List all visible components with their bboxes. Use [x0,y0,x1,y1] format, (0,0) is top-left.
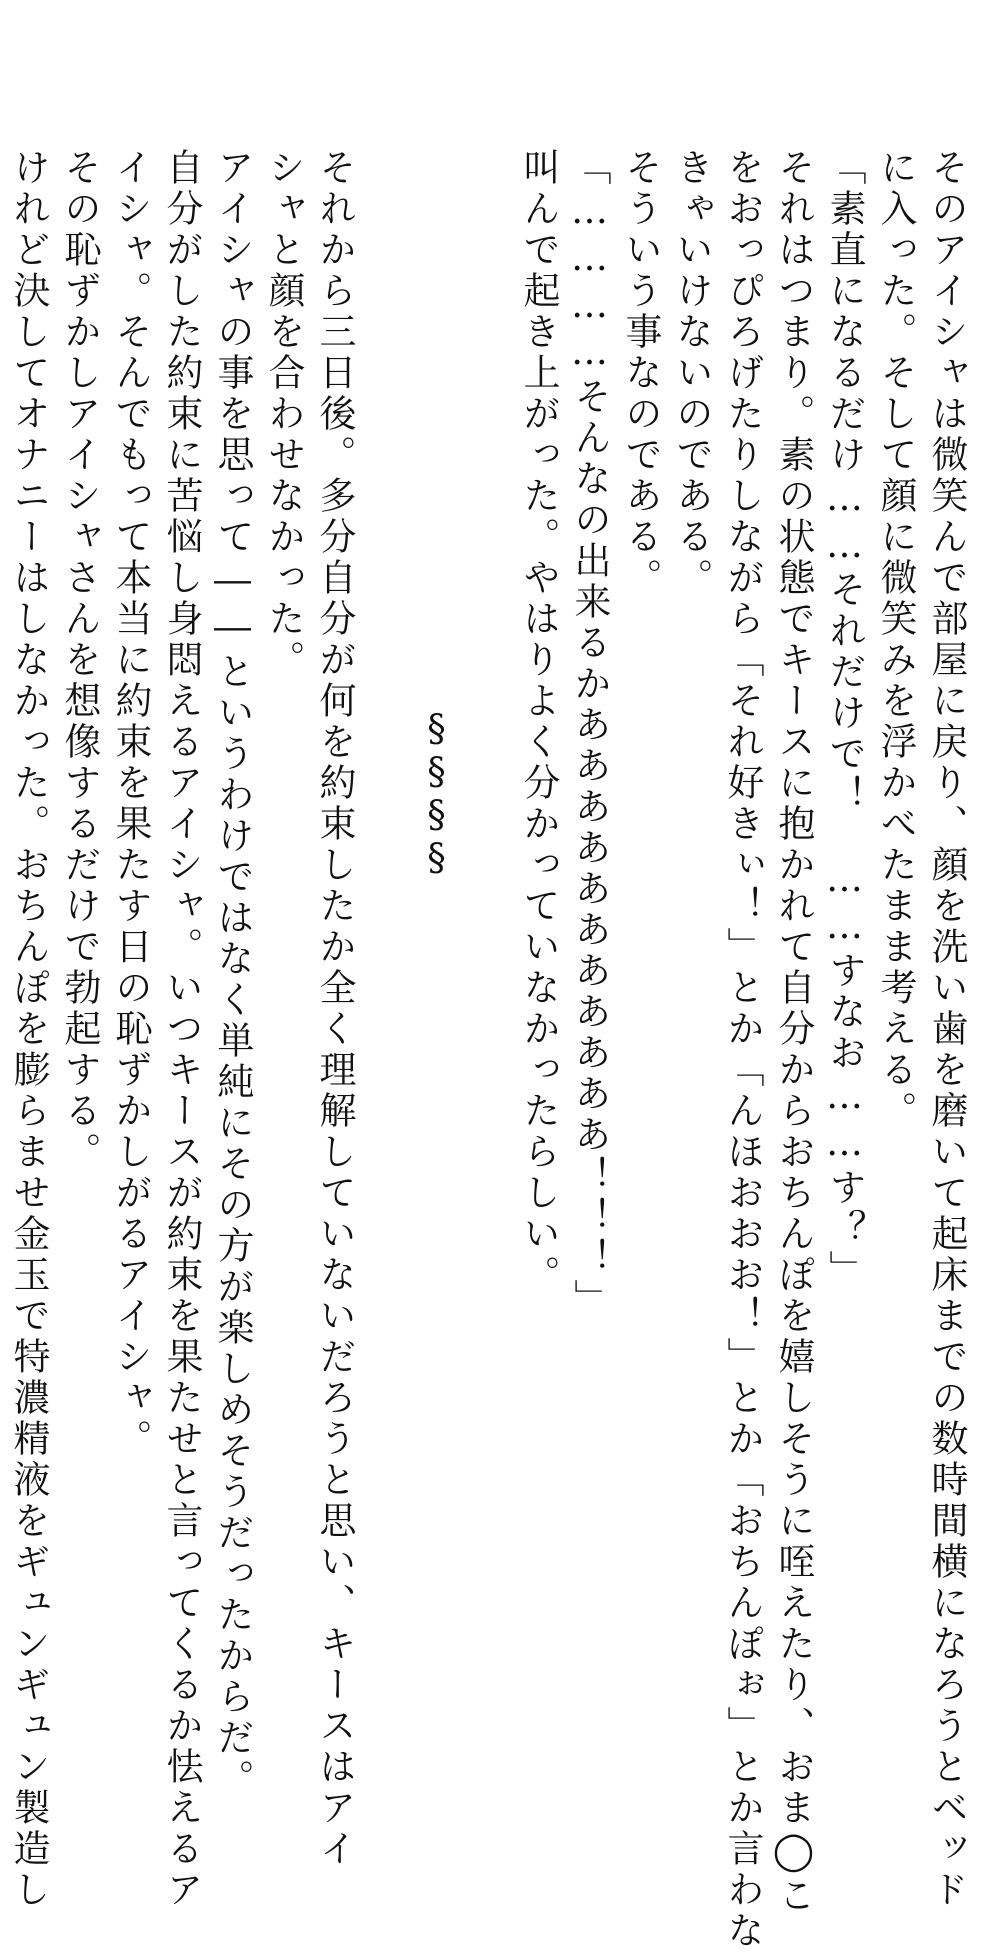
section-break [416,148,456,1438]
text-column: けれど決してオナニーはしなかった。おちんぽを膨らませ金玉で特濃精液をギュンギュン製造し [7,148,50,1911]
text-column: それから三日後。多分自分が何を約束したか全く理解していないだろうと思い、キースはアイ [313,148,356,1870]
vertical-text-body [0,148,968,1952]
text-column: そういう事なのである。 [619,148,662,599]
text-column: 「素直になるだけ……それだけで！ ……すなお……す？」 [823,148,866,1291]
text-column: イシャ。そんでもって本当に約束を果たす日の恥ずかしがるアイシャ。 [109,148,152,1460]
text-column: シャと顔を合わせなかった。 [262,148,305,681]
text-column: 叫んで起き上がった。やはりよく分かっていなかったらしい。 [517,148,560,1296]
text-column: その恥ずかしアイシャさんを想像するだけで勃起する。 [58,148,101,1173]
section-break-mark: §§§§ [415,707,458,879]
text-column: きゃいけないのである。 [670,148,713,599]
text-column: に入った。そして顔に微笑みを浮かべたまま考える。 [874,148,917,1132]
text-column: そのアイシャは微笑んで部屋に戻り、顔を洗い歯を磨いて起床までの数時間横になろうとベッド [925,148,968,1911]
text-column: をおっぴろげたりしながら「それ好きぃ！」とか「んほおおお！」とか「おちんぽぉ」とか言わな [721,148,764,1952]
text-column: アイシャの事を思って――というわけではなく単純にその方が楽しめそうだったからだ。 [211,148,254,1800]
text-column: それはつまり。素の状態でキースに抱かれて自分からおちんぽを嬉しそうに咥えたり、おま◯こ [772,148,815,1917]
text-column: 自分がした約束に苦悩し身悶えるアイシャ。いつキースが約束を果たせと言ってくるか怯えるア [160,148,203,1911]
text-column: 「…………そんなの出来るかあああああああああああ！！！」 [568,148,611,1320]
